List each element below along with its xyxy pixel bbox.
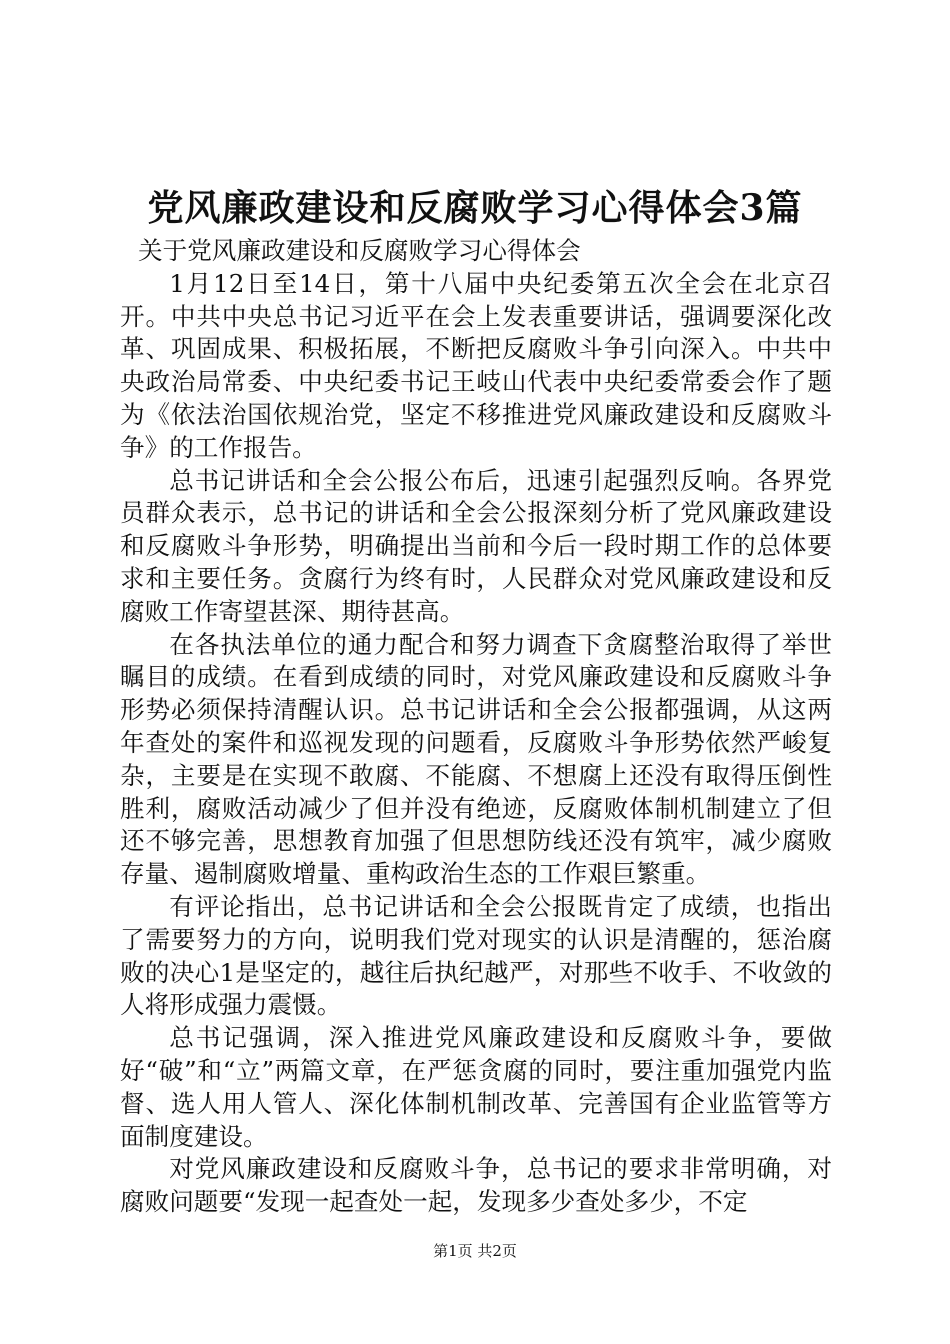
page-indicator: 第1页 共2页 (433, 1242, 517, 1260)
paragraph-5: 总书记强调，深入推进党风廉政建设和反腐败斗争，要做好“破”和“立”两篇文章，在严惩贪腐的同时，要注重加强党内监督、选人用人管人、深化体制机制改革、完善国有企业监管等方面制度建设。 (120, 1023, 832, 1151)
page-footer (0, 1240, 950, 1262)
paragraph-1: 1月12日至14日，第十八届中央纪委第五次全会在北京召开。中共中央总书记习近平在会上发表重要讲话，强调要深化改革、巩固成果、积极拓展，不断把反腐败斗争引向深入。中共中央政治局常委、中央纪委书记王岐山代表中央纪委常委会作了题为《依法治国依规治党，坚定不移推进党风廉政建设和反腐败斗争》的工作报告。 (120, 268, 832, 462)
document-title: 党风廉政建设和反腐败学习心得体会3篇 (147, 187, 803, 229)
paragraph-2: 总书记讲话和全会公报公布后，迅速引起强烈反响。各界党员群众表示，总书记的讲话和全会公报深刻分析了党风廉政建设和反腐败斗争形势，明确提出当前和今后一段时期工作的总体要求和主要任务。贪腐行为终有时，人民群众对党风廉政建设和反腐败工作寄望甚深、期待甚高。 (120, 465, 832, 626)
document-subtitle: 关于党风廉政建设和反腐败学习心得体会 (138, 236, 581, 265)
document-body (120, 235, 832, 1219)
paragraph-3: 在各执法单位的通力配合和努力调查下贪腐整治取得了举世瞩目的成绩。在看到成绩的同时，对党风廉政建设和反腐败斗争形势必须保持清醒认识。总书记讲话和全会公报都强调，从这两年查处的案件和巡视发现的问题看，反腐败斗争形势依然严峻复杂，主要是在实现不敢腐、不能腐、不想腐上还没有取得压倒性胜利，腐败活动减少了但并没有绝迹，反腐败体制机制建立了但还不够完善，思想教育加强了但思想防线还没有筑牢，减少腐败存量、遏制腐败增量、重构政治生态的工作艰巨繁重。 (120, 629, 832, 889)
paragraph-4: 有评论指出，总书记讲话和全会公报既肯定了成绩，也指出了需要努力的方向，说明我们党对现实的认识是清醒的，惩治腐败的决心1是坚定的，越往后执纪越严，对那些不收手、不收敛的人将形成强力震慑。 (120, 891, 832, 1020)
paragraph-6: 对党风廉政建设和反腐败斗争，总书记的要求非常明确，对腐败问题要“发现一起查处一起，发现多少查处多少，不定 (120, 1154, 832, 1217)
